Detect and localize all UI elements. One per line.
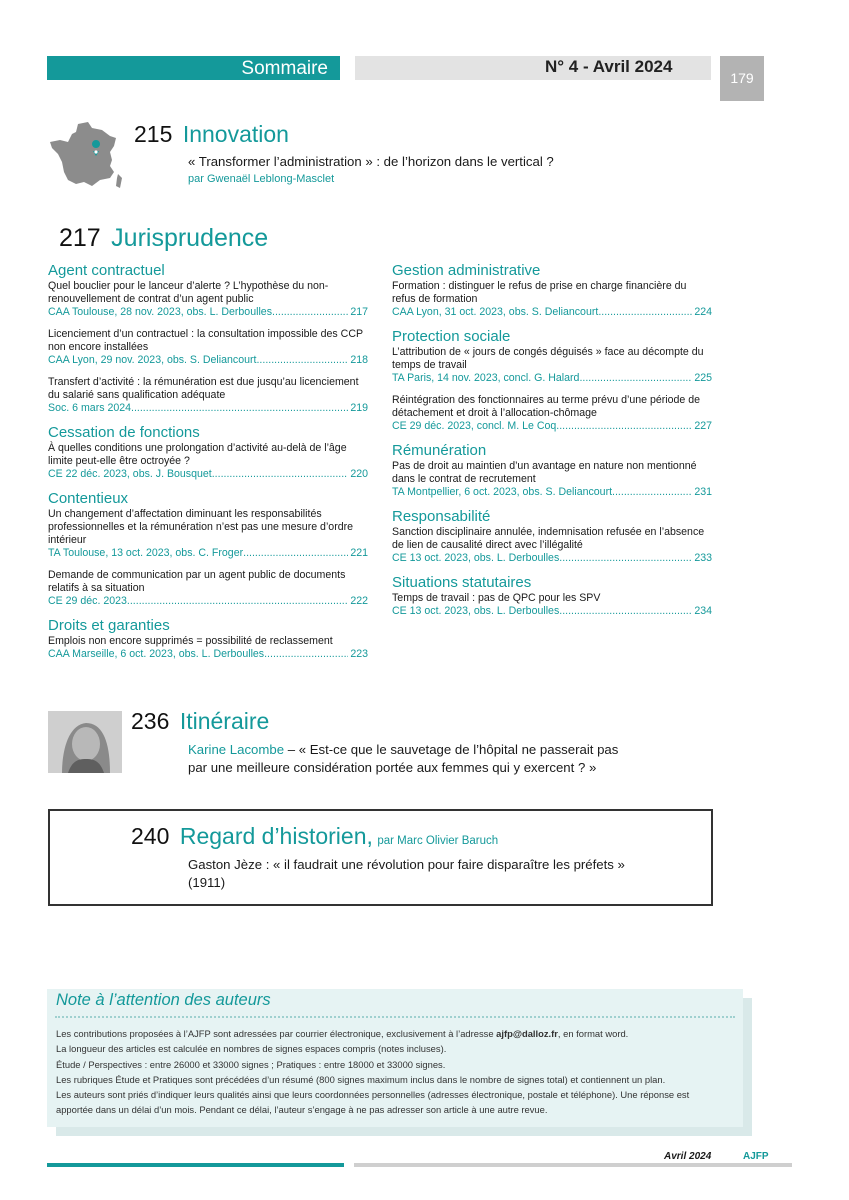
category-title: Cessation de fonctions — [48, 424, 200, 441]
entry-page: 225 — [694, 372, 712, 384]
entry-reference: CAA Toulouse, 28 nov. 2023, obs. L. Derboulles — [48, 306, 272, 318]
toc-entry[interactable] — [392, 346, 712, 385]
footer-grey-rule — [354, 1163, 792, 1167]
header-section-bar — [47, 56, 340, 80]
toc-entry[interactable] — [392, 280, 712, 319]
toc-entry[interactable] — [48, 442, 368, 481]
entry-reference: CE 13 oct. 2023, obs. L. Derboulles — [392, 552, 560, 564]
toc-entry[interactable] — [392, 394, 712, 433]
historien-author: par Marc Olivier Baruch — [377, 835, 499, 847]
author-portrait-photo — [48, 711, 122, 773]
toc-entry[interactable] — [48, 328, 368, 367]
entry-reference: TA Paris, 14 nov. 2023, concl. G. Halard — [392, 372, 580, 384]
entry-page: 231 — [694, 486, 712, 498]
itineraire-heading — [131, 708, 269, 735]
entry-title: Sanction disciplinaire annulée, indemnisation refusée en l’absence de lien de causalité direct avec l’illégalité — [392, 526, 705, 551]
entry-title: Quel bouclier pour le lanceur d’alerte ? L’hypothèse du non-renouvellement de contrat d’un agent public — [48, 280, 329, 305]
entry-title: Licenciement d’un contractuel : la consultation impossible des CCP non encore installées — [48, 328, 363, 353]
jurisprudence-right-column — [392, 262, 712, 627]
entry-reference: CAA Lyon, 29 nov. 2023, obs. S. Deliancourt — [48, 354, 257, 366]
note-email-link[interactable]: ajfp@dalloz.fr — [496, 1028, 558, 1039]
footer-date: Avril 2024 — [664, 1151, 712, 1162]
entry-page: 227 — [694, 420, 712, 432]
entry-reference: CE 29 déc. 2023, concl. M. Le Coq — [392, 420, 557, 432]
note-line-6: apportée dans un délai d’un mois. Pendant ce délai, l’auteur s’engage à ne pas adresser son article à une autre revue. — [56, 1104, 548, 1116]
category-title: Gestion administrative — [392, 262, 541, 279]
historien-page-number: 240 — [131, 823, 170, 849]
toc-entry[interactable] — [48, 376, 368, 415]
page-number: 179 — [730, 70, 754, 86]
entry-page: 223 — [350, 648, 368, 660]
jurisprudence-heading — [59, 224, 268, 253]
category-responsabilite — [392, 508, 712, 565]
entry-title: Un changement d’affectation diminuant les responsabilités professionnelles et la rémunération n’est pas une mesure d’ordre intérieur — [48, 508, 354, 546]
innovation-heading — [134, 121, 289, 148]
entry-title: Temps de travail : pas de QPC pour les SPV — [392, 592, 601, 604]
entry-page: 233 — [694, 552, 712, 564]
jurisprudence-left-column — [48, 262, 368, 670]
category-droits-et-garanties — [48, 617, 368, 661]
entry-reference: CE 22 déc. 2023, obs. J. Bousquet — [48, 468, 212, 480]
authors-note-box — [47, 989, 743, 1127]
page-number-tab — [720, 56, 764, 101]
france-map-icon — [48, 120, 124, 192]
jurisprudence-page-number: 217 — [59, 224, 101, 252]
toc-entry[interactable] — [392, 592, 712, 618]
category-situations-statutaires — [392, 574, 712, 618]
innovation-page-number: 215 — [134, 121, 173, 147]
footer-teal-rule — [47, 1163, 344, 1167]
category-gestion-administrative — [392, 262, 712, 319]
category-remuneration — [392, 442, 712, 499]
note-line-5: Les auteurs sont priés d’indiquer leurs qualités ainsi que leurs coordonnées personnelles (adresses électronique, postale et téléphone). Une réponse est — [56, 1089, 690, 1101]
entry-title: Formation : distinguer le refus de prise en charge financière du refus de formation — [392, 280, 687, 305]
entry-title: Transfert d’activité : la rémunération est due jusqu’au licenciement du salarié sans qualification adéquate — [48, 376, 359, 401]
note-divider — [55, 1016, 735, 1018]
entry-title: Réintégration des fonctionnaires au terme prévu d’une période de détachement et droit à l’allocation-chômage — [392, 394, 701, 419]
entry-reference: CE 13 oct. 2023, obs. L. Derboulles — [392, 605, 560, 617]
entry-page: 224 — [694, 306, 712, 318]
toc-entry[interactable] — [48, 635, 368, 661]
entry-page: 220 — [350, 468, 368, 480]
entry-reference: TA Montpellier, 6 oct. 2023, obs. S. Deliancourt — [392, 486, 613, 498]
toc-entry[interactable] — [48, 569, 368, 608]
note-line-2: La longueur des articles est calculée en nombres de signes espaces compris (notes incluses). — [56, 1043, 447, 1055]
category-title: Rémunération — [392, 442, 487, 459]
historien-title: Regard d’historien, — [179, 823, 373, 849]
entry-title: Pas de droit au maintien d’un avantage en nature non mentionné dans le contrat de recrutement — [392, 460, 697, 485]
entry-reference: CE 29 déc. 2023 — [48, 595, 127, 607]
entry-reference: Soc. 6 mars 2024 — [48, 402, 132, 414]
innovation-title: Innovation — [182, 121, 289, 147]
itineraire-quote-line2: par une meilleure considération portée aux femmes qui y exercent ? » — [188, 760, 597, 775]
toc-entry[interactable] — [392, 526, 712, 565]
entry-reference: CAA Lyon, 31 oct. 2023, obs. S. Deliancourt — [392, 306, 599, 318]
note-line-1a: Les contributions proposées à l’AJFP sont adressées par courrier électronique, exclusivement à l’adresse — [56, 1028, 497, 1039]
header-issue-label: N° 4 - Avril 2024 — [545, 57, 673, 76]
note-line-3: Étude / Perspectives : entre 26000 et 33000 signes ; Pratiques : entre 18000 et 33000 signes. — [56, 1058, 446, 1070]
note-title: Note à l’attention des auteurs — [56, 991, 271, 1009]
toc-entry[interactable] — [48, 280, 368, 319]
itineraire-quote-line1: – « Est-ce que le sauvetage de l’hôpital ne passerait pas — [284, 742, 619, 757]
category-title: Droits et garanties — [48, 617, 170, 634]
itineraire-title: Itinéraire — [179, 708, 270, 734]
category-protection-sociale — [392, 328, 712, 433]
note-line-1b: , en format word. — [557, 1028, 629, 1039]
itineraire-page-number: 236 — [131, 708, 170, 734]
category-title: Agent contractuel — [48, 262, 165, 279]
category-cessation-de-fonctions — [48, 424, 368, 481]
itineraire-person-name: Karine Lacombe — [188, 742, 285, 757]
entry-page: 222 — [350, 595, 368, 607]
category-title: Responsabilité — [392, 508, 491, 525]
entry-reference: CAA Marseille, 6 oct. 2023, obs. L. Derboulles — [48, 648, 265, 660]
entry-page: 218 — [350, 354, 368, 366]
category-title: Protection sociale — [392, 328, 511, 345]
entry-page: 217 — [350, 306, 368, 318]
note-line-4: Les rubriques Étude et Pratiques sont précédées d’un résumé (800 signes maximum inclus dans le nombre de signes total) et contiennent un plan. — [56, 1073, 666, 1085]
entry-page: 221 — [350, 547, 368, 559]
historien-line2: (1911) — [188, 875, 226, 890]
entry-page: 219 — [350, 402, 368, 414]
note-body — [56, 1026, 740, 1118]
category-agent-contractuel — [48, 262, 368, 415]
toc-entry[interactable] — [48, 508, 368, 560]
header-issue-bar — [355, 56, 711, 80]
category-title: Contentieux — [48, 490, 129, 507]
innovation-subtitle: « Transformer l’administration » : de l’horizon dans le vertical ? — [188, 154, 554, 169]
entry-page: 234 — [694, 605, 712, 617]
historien-line1: Gaston Jèze : « il faudrait une révolution pour faire disparaître les préfets » — [188, 857, 625, 872]
historien-heading — [131, 823, 498, 850]
header-section-label: Sommaire — [241, 58, 328, 79]
entry-title: Emplois non encore supprimés = possibilité de reclassement — [48, 635, 333, 647]
historien-summary — [188, 856, 625, 892]
entry-title: À quelles conditions une prolongation d’activité au-delà de l’âge limite peut-elle être octroyée ? — [48, 442, 347, 467]
entry-title: Demande de communication par un agent public de documents relatifs à sa situation — [48, 569, 346, 594]
footer-journal: AJFP — [743, 1151, 769, 1162]
entry-title: L’attribution de « jours de congés déguisés » face au décompte du temps de travail — [392, 346, 704, 371]
toc-entry[interactable] — [392, 460, 712, 499]
jurisprudence-title: Jurisprudence — [111, 224, 269, 252]
itineraire-summary — [188, 741, 618, 777]
category-contentieux — [48, 490, 368, 608]
category-title: Situations statutaires — [392, 574, 532, 591]
entry-reference: TA Toulouse, 13 oct. 2023, obs. C. Froger — [48, 547, 244, 559]
innovation-author: par Gwenaël Leblong-Masclet — [188, 173, 335, 185]
